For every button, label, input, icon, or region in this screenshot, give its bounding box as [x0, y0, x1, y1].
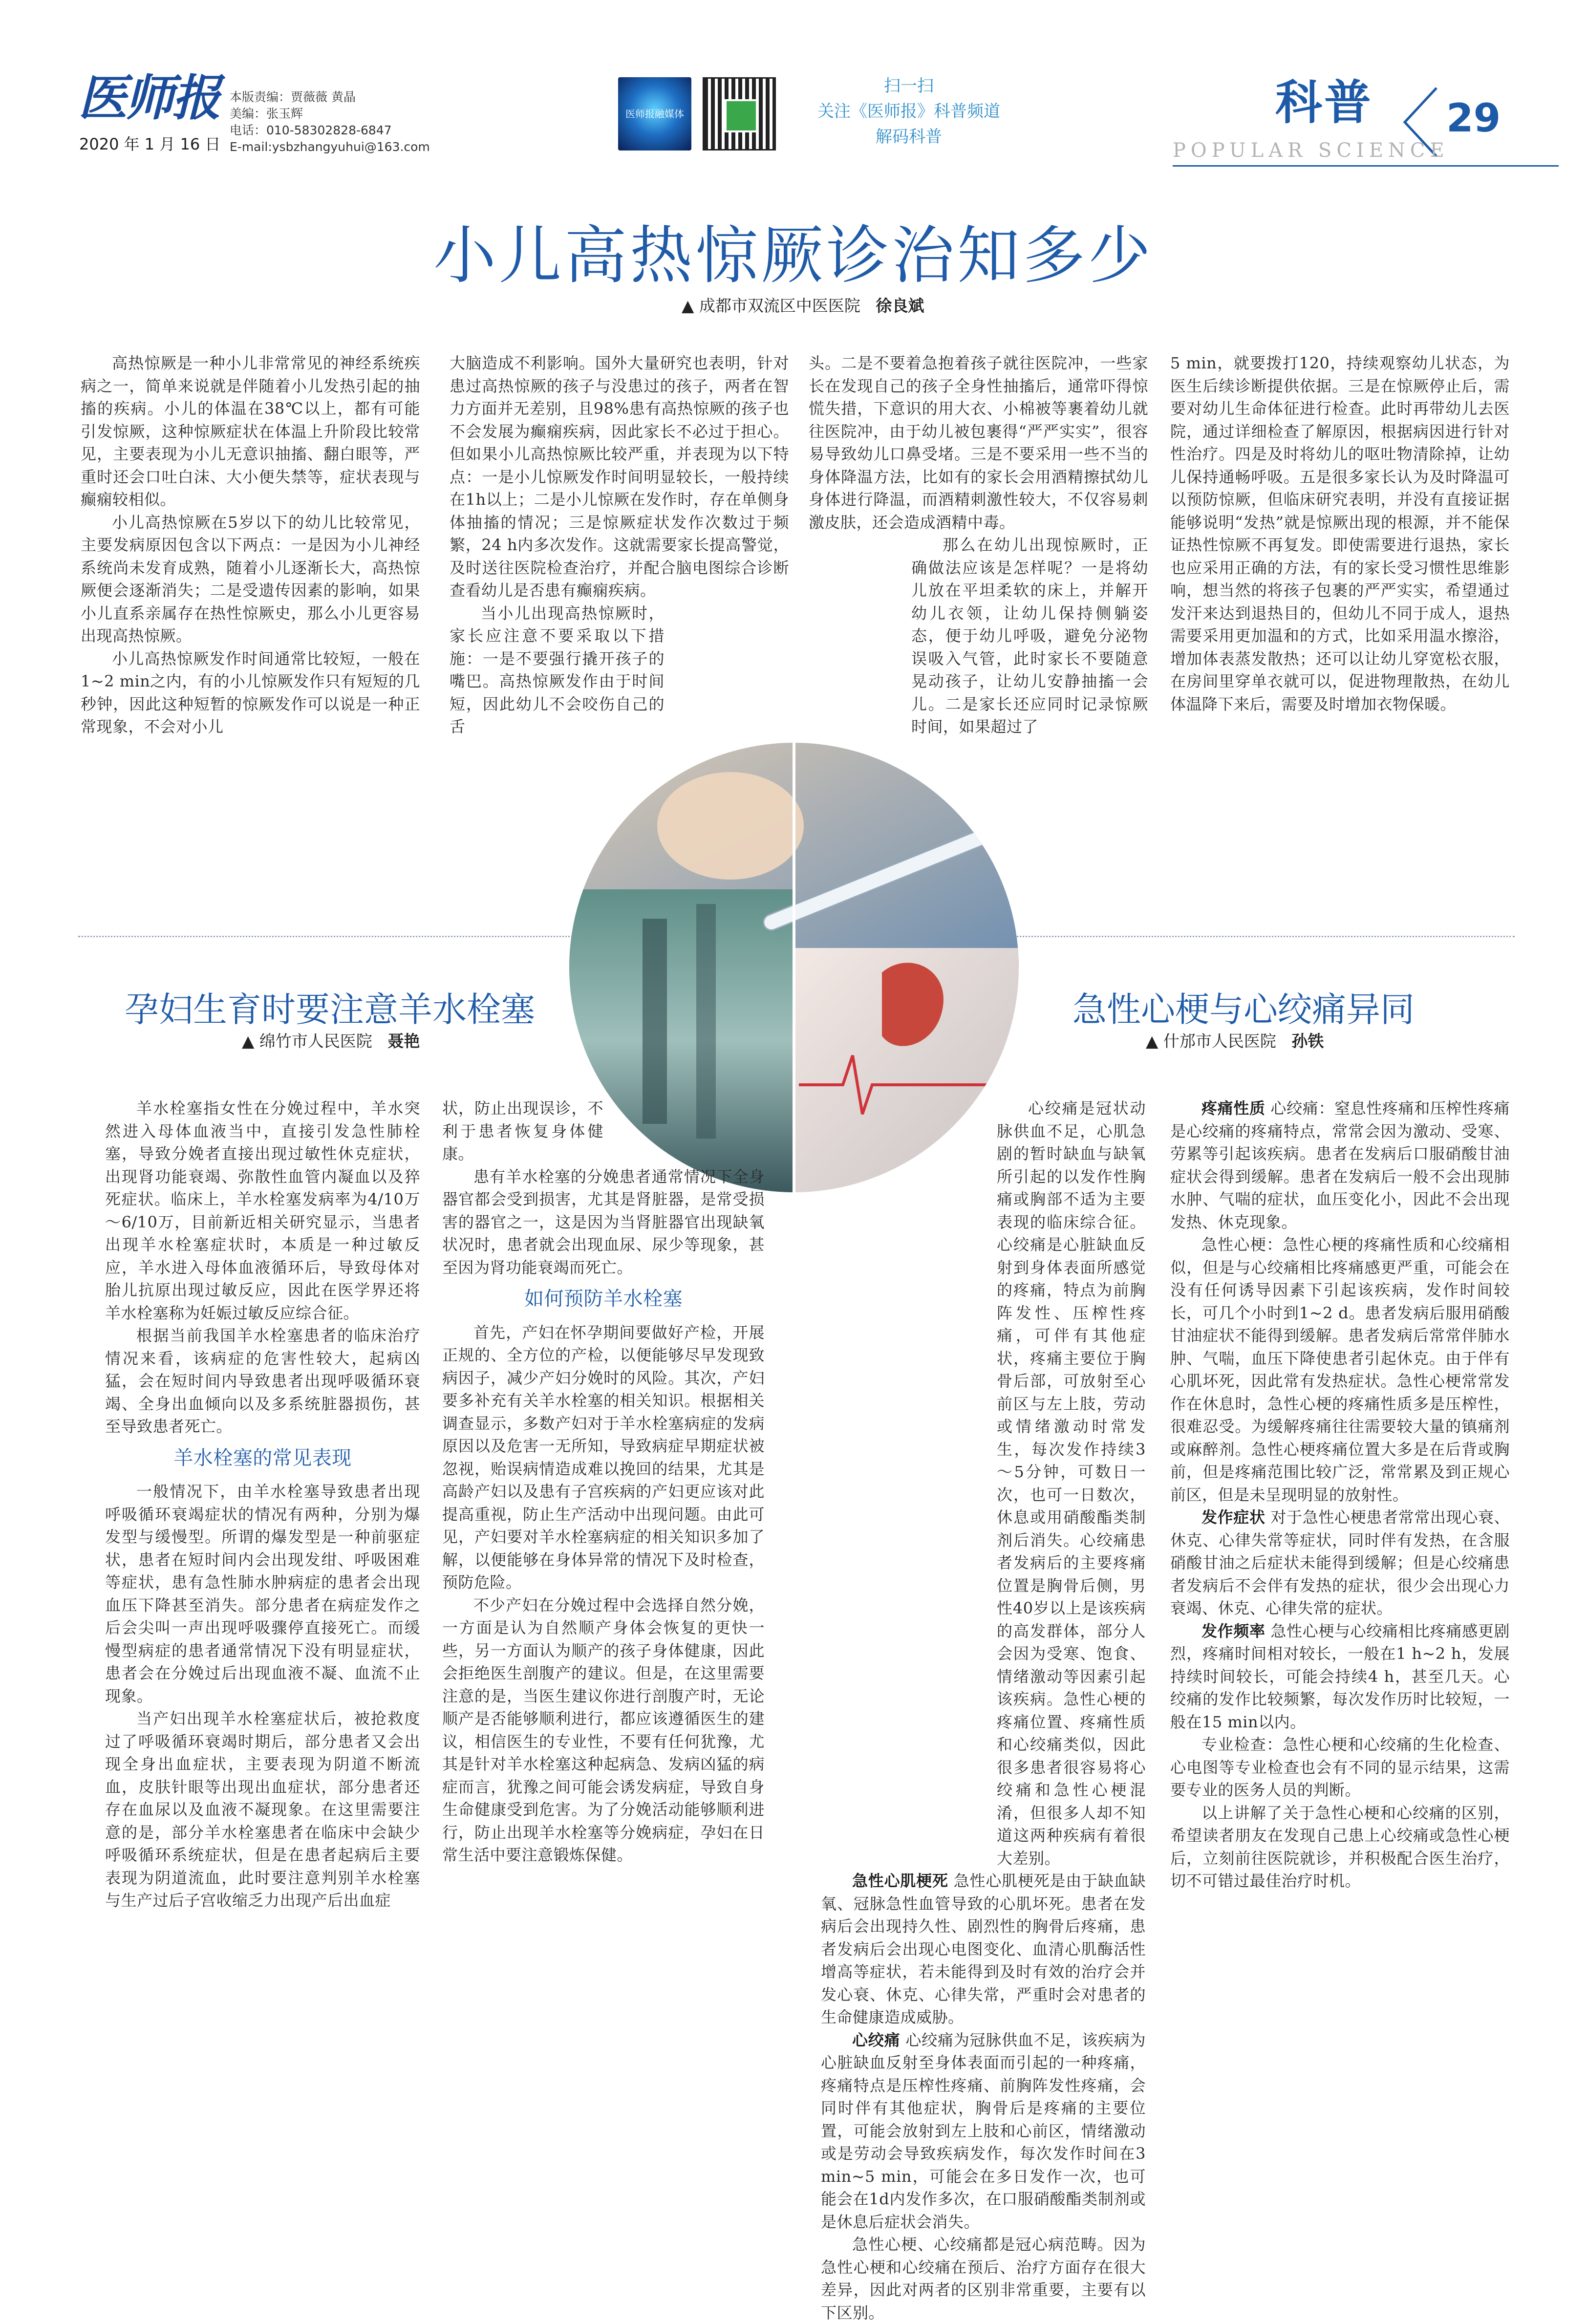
- header-divider: [1173, 165, 1559, 167]
- article1-byline: [682, 293, 924, 316]
- paragraph: 根据当前我国羊水栓塞患者的临床治疗情况来看，该病症的危害性较大，起病凶猛，会在短时间内导致患者出现呼吸循环衰竭、全身出血倾向以及多系统脏器损伤，甚至导致患者死亡。: [105, 1326, 420, 1436]
- email: E-mail:ysbzhangyuhui@163.com: [230, 140, 430, 154]
- byline-author: 孙铁: [1291, 1032, 1324, 1051]
- article2-subtitle-2: 如何预防羊水栓塞: [524, 1288, 683, 1310]
- paragraph: 患有羊水栓塞的分娩患者通常情况下全身器官都会受到损害，尤其是肾脏器，是常受损害的器官之一，这是因为当肾脏器官出现缺氧状况时，患者就会出现血尿、尿少等现象，甚至因为肾功能衰竭而死亡。: [442, 1167, 765, 1277]
- paragraph: 高热惊厥是一种小儿非常常见的神经系统疾病之一，简单来说就是伴随着小儿发热引起的抽搐的疾病。小儿的体温在38℃以上，都有可能引发惊厥，这种惊厥症状在体温上升阶段比较常见，主要表现为小儿无意识抽搐、翻白眼等，严重时还会口吐白沫、大小便失禁等，症状表现与癫痫较相似。: [81, 354, 420, 509]
- editor: 本版责编：贾薇薇 黄晶: [230, 90, 356, 104]
- article2-byline: [242, 1029, 420, 1052]
- triangle-icon: ▲: [1146, 1032, 1158, 1051]
- paragraph: 当产妇出现羊水栓塞症状后，被抢救度过了呼吸循环衰竭时期后，部分患者又会出现全身出血症状，主要表现为阴道不断流血，皮肤针眼等出现出血症状，部分患者还存在血尿以及血液不凝现象。在这里需要注意的是，部分羊水栓塞患者在临床中会缺少呼吸循环系统症状，但是在患者起病后主要表现为阴道流血，此时要注意判别羊水栓塞与生产过后子宫收缩乏力出现产后出血症: [105, 1709, 420, 1910]
- paragraph: [1170, 1506, 1510, 1620]
- pain-text: 心绞痛：窒息性疼痛和压榨性疼痛是心绞痛的疼痛特点，常常会因为激动、受寒、劳累等引起该疾病。患者在发病后口服硝酸甘油症状会得到缓解。患者在发病后一般不会出现肺水肿、气喘的症状，血压变化小，因此不会出现发热、休克现象。: [1170, 1099, 1510, 1231]
- paragraph: 当小儿出现高热惊厥时，家长应注意不要采取以下措施：一是不要强行撬开孩子的嘴巴。高热惊厥发作由于时间短，因此幼儿不会咬伤自己的舌: [450, 603, 665, 736]
- article3-column-1: [821, 1097, 1146, 2324]
- paragraph: 首先，产妇在怀孕期间要做好产检，开展正规的、全方位的产检，以便能够尽早发现致病因子，减少产妇分娩时的风险。其次，产妇要多补充有关羊水栓塞的相关知识。根据相关调查显示，多数产妇对于羊水栓塞病症的发病原因以及危害一无所知，导致病症早期症状被忽视，贻误病情造成难以挽回的结果，尤其是高龄产妇以及患有子宫疾病的产妇更应该对此提高重视，防止生产活动中出现问题。由此可见，产妇要对羊水栓塞病症的相关知识多加了解，以便能够在身体异常的情况下及时检查，预防危险。: [442, 1323, 765, 1592]
- qr-code-icon[interactable]: [703, 77, 776, 151]
- article2-title: 孕妇生育时要注意羊水栓塞: [125, 990, 535, 1030]
- keyword-ami: 急性心肌梗死: [852, 1872, 948, 1890]
- byline-org: 什邡市人民医院: [1163, 1032, 1276, 1051]
- byline-author: 徐良斌: [876, 296, 924, 315]
- scan-line-3: 解码科普: [876, 127, 942, 147]
- triangle-icon: ▲: [242, 1032, 255, 1051]
- scan-prompt: [782, 73, 1036, 150]
- article1-column-1: [81, 352, 420, 738]
- paragraph: 以上讲解了关于急性心梗和心绞痛的区别，希望读者朋友在发现自己患上心绞痛或急性心梗后，立刻前往医院就诊，并积极配合医生治疗，切不可错过最佳治疗时机。: [1170, 1803, 1510, 1890]
- paragraph: [821, 2029, 1146, 2234]
- paragraph: 急性心梗：急性心梗的疼痛性质和心绞痛相似，但是与心绞痛相比疼痛感更严重，可能会在没有任何诱导因素下引起该疾病，发作时间较长，可几个小时到1~2 d。患者发病后服用硝酸甘油症状不能得到缓解。患者发病后常常伴肺水肿、气喘，血压下降使患者引起休克。由于伴有心肌坏死，因此常有发热症状。急性心梗常常发作在休息时，急性心梗的疼痛性质多是压榨性，很难忍受。为缓解疼痛往往需要较大量的镇痛剂或麻醉剂。急性心梗疼痛位置大多是在后背或胸前，但是疼痛范围比较广泛，常常累及到正规心前区，但是未呈现明显的放射性。: [1170, 1235, 1510, 1504]
- paragraph: 头。二是不要着急抱着孩子就往医院冲，一些家长在发现自己的孩子全身性抽搐后，通常吓得惊慌失措，下意识的用大衣、小棉被等裹着幼儿就往医院冲，由于幼儿被包裹得“严严实实”，很容易导致幼儿口鼻受堵。三是不要采用一些不当的身体降温方法，比如有的家长会用酒精擦拭幼儿身体进行降温，而酒精刺激性较大，不仅容易刺激皮肤，还会造成酒精中毒。: [809, 354, 1148, 532]
- issue-date: 2020 年 1 月 16 日: [79, 135, 221, 153]
- paragraph: 状，防止出现误诊，不利于患者恢复身体健康。: [442, 1099, 603, 1163]
- brand-qr-image[interactable]: 医师报融媒体: [618, 77, 691, 151]
- phone: 电话：010-58302828-6847: [230, 123, 392, 137]
- keyword-pain: 疼痛性质: [1201, 1099, 1265, 1118]
- frequency-text: 急性心梗与心绞痛相比疼痛感更剧烈，疼痛时间相对较长，一般在1 h~2 h，发展持续时间较长，可能会持续4 h，甚至几天。心绞痛的发作比较频繁，每次发作历时比较短，一般在15 min以内。: [1170, 1621, 1510, 1731]
- section-english: POPULAR SCIENCE: [1173, 139, 1449, 162]
- article3-title: 急性心梗与心绞痛异同: [1072, 990, 1415, 1030]
- paragraph: [1170, 1620, 1510, 1734]
- section-title: 科普: [1275, 75, 1373, 130]
- article3-byline: [1146, 1029, 1324, 1052]
- ami-text: 急性心肌梗死是由于缺血缺氧、冠脉急性血管导致的心肌坏死。患者在发病后会出现持久性、剧烈性的胸骨后疼痛，患者发病后会出现心电图变化、血清心肌酶活性增高等症状，若未能得到及时有效的治疗会并发心衰、休克、心律失常，严重时会对患者的生命健康造成威胁。: [821, 1872, 1146, 2026]
- article2-column-2: [442, 1097, 765, 1867]
- keyword-symptom: 发作症状: [1201, 1508, 1265, 1527]
- paragraph: 大脑造成不利影响。国外大量研究也表明，针对患过高热惊厥的孩子与没患过的孩子，两者在智力方面并无差别，且98%患有高热惊厥的孩子也不会发展为癫痫疾病，因此家长不必过于担心。但如果小儿高热惊厥比较严重，并表现为以下特点：一是小儿惊厥发作时间明显较长，一般持续在1h以上；二是小儿惊厥在发作时，存在单侧身体抽搐的情况；三是惊厥症状发作次数过于频繁，24 h内多次发作。这就需要家长提高警觉，及时送往医院检查治疗，并配合脑电图综合诊断查看幼儿是否患有癫痫疾病。: [450, 354, 789, 600]
- triangle-icon: ▲: [682, 296, 694, 315]
- editor-info: [230, 89, 430, 155]
- newspaper-logo: 医师报: [78, 69, 219, 127]
- paragraph: [1170, 1097, 1510, 1233]
- keyword-frequency: 发作频率: [1201, 1621, 1265, 1640]
- article2-column-1: [105, 1097, 420, 1912]
- paragraph: 小儿高热惊厥在5岁以下的幼儿比较常见，主要发病原因包含以下两点：一是因为小儿神经系统尚未发育成熟，随着小儿逐渐长大，高热惊厥便会逐渐消失；二是受遗传因素的影响，如果小儿直系亲属存在热性惊厥史，那么小儿更容易出现高热惊厥。: [81, 513, 420, 645]
- keyword-angina: 心绞痛: [852, 2030, 901, 2049]
- paragraph: 羊水栓塞指女性在分娩过程中，羊水突然进入母体血液当中，直接引发急性肺栓塞，导致分娩者直接出现过敏性休克症状，出现肾功能衰竭、弥散性血管内凝血以及猝死症状。临床上，羊水栓塞发病率为4/10万～6/10万，目前新近相关研究显示，当患者出现羊水栓塞症状时，本质是一种过敏反应，羊水进入母体血液循环后，导致母体对胎儿抗原出现过敏反应，因此在医学界还将羊水栓塞称为妊娠过敏反应综合征。: [105, 1099, 420, 1322]
- page-number: 29: [1446, 95, 1501, 141]
- article1-column-2: [450, 352, 789, 738]
- article1-column-3: [809, 352, 1148, 738]
- designer: 美编：张玉辉: [230, 107, 303, 121]
- paragraph: 心绞痛是冠状动脉供血不足，心肌急剧的暂时缺血与缺氧所引起的以发作性胸痛或胸部不适为主要表现的临床综合征。心绞痛是心脏缺血反射到身体表面所感觉的疼痛，特点为前胸阵发性、压榨性疼痛，可伴有其他症状，疼痛主要位于胸骨后部，可放射至心前区与左上肢，劳动或情绪激动时常发生，每次发作持续3～5分钟，可数日一次，也可一日数次，休息或用硝酸酯类制剂后消失。心绞痛患者发病后的主要疼痛位置是胸骨后侧，男性40岁以上是该疾病的高发群体，部分人会因为受寒、饱食、情绪激动等因素引起该疾病。急性心梗的疼痛位置、疼痛性质和心绞痛类似，因此很多患者很容易将心绞痛和急性心梗混淆，但很多人却不知道这两种疾病有着很大差别。: [997, 1099, 1146, 1868]
- article1-title: 小儿高热惊厥诊治知多少: [433, 219, 1154, 292]
- scan-line-1: 扫一扫: [884, 76, 934, 96]
- byline-author: 聂艳: [387, 1032, 420, 1051]
- paragraph: 专业检查：急性心梗和心绞痛的生化检查、心电图等专业检查也会有不同的显示结果，这需要专业的医务人员的判断。: [1170, 1735, 1510, 1799]
- paragraph: 不少产妇在分娩过程中会选择自然分娩，一方面是认为自然顺产身体会恢复的更快一些，另一方面认为顺产的孩子身体健康，因此会拒绝医生剖腹产的建议。但是，在这里需要注意的是，当医生建议你进行剖腹产时，无论顺产是否能够顺利进行，都应该遵循医生的建议，相信医生的专业性，不要有任何犹豫，尤其是针对羊水栓塞这种起病急、发病凶猛的病症而言，犹豫之间可能会诱发病症，导致自身生命健康受到危害。为了分娩活动能够顺利进行，防止出现羊水栓塞等分娩病症，孕妇在日常生活中要注意锻炼保健。: [442, 1595, 765, 1864]
- paragraph: 一般情况下，由羊水栓塞导致患者出现呼吸循环衰竭症状的情况有两种，分别为爆发型与缓慢型。所谓的爆发型是一种前驱症状，患者在短时间内会出现发绀、呼吸困难等症状，患有急性肺水肿病症的患者会出现血压下降甚至消失。部分患者在病症发作之后会尖叫一声出现呼吸骤停直接死亡。而缓慢型病症的患者通常情况下没有明显症状，患者会在分娩过后出现血液不凝、血流不止现象。: [105, 1482, 420, 1705]
- article1-column-4: [1170, 352, 1510, 715]
- paragraph: 5 min，就要拨打120，持续观察幼儿状态，为医生后续诊断提供依据。三是在惊厥停止后，需要对幼儿生命体征进行检查。此时再带幼儿去医院，通过详细检查了解原因，根据病因进行针对性治疗。四是及时将幼儿的呕吐物清除掉，让幼儿保持通畅呼吸。五是很多家长认为及时降温可以预防惊厥，但临床研究表明，并没有直接证据能够说明“发热”就是惊厥出现的根源，并不能保证热性惊厥不再复发。即使需要进行退热，家长也应采用正确的方法，有的家长受习惯性思维影响，想当然的将孩子包裹的严严实实，希望通过发汗来达到退热目的，但幼儿不同于成人，退热需要采用更加温和的方式，比如采用温水擦浴，增加体表蒸发散热；还可以让幼儿穿宽松衣服，在房间里穿单衣就可以，促进物理散热，在幼儿体温降下来后，需要及时增加衣物保暖。: [1170, 354, 1510, 713]
- paragraph: 急性心梗、心绞痛都是冠心病范畴。因为急性心梗和心绞痛在预后、治疗方面存在很大差异，因此对两者的区别非常重要，主要有以下区别。: [821, 2235, 1146, 2322]
- scan-line-2: 关注《医师报》科普频道: [817, 102, 1000, 121]
- symptom-text: 对于急性心梗患者常常出现心衰、休克、心律失常等症状，同时伴有发热，在含服硝酸甘油之后症状未能得到缓解；但是心绞痛患者发病后不会伴有发热的症状，很少会出现心力衰竭、休克、心律失常的症状。: [1170, 1508, 1510, 1617]
- paragraph: 那么在幼儿出现惊厥时，正确做法应该是怎样呢？一是将幼儿放在平坦柔软的床上，并解开幼儿衣领，让幼儿保持侧躺姿态，便于幼儿呼吸，避免分泌物误吸入气管，此时家长不要随意晃动孩子，让幼儿安静抽搐一会儿。二是家长还应同时记录惊厥时间，如果超过了: [911, 536, 1148, 736]
- article3-column-2: [1170, 1097, 1510, 1893]
- byline-org: 绵竹市人民医院: [259, 1032, 372, 1051]
- paragraph: 小儿高热惊厥发作时间通常比较短，一般在1~2 min之内，有的小儿惊厥发作只有短短的几秒钟，因此这种短暂的惊厥发作可以说是一种正常现象，不会对小儿: [81, 649, 420, 736]
- angina-text: 心绞痛为冠脉供血不足，该疾病为心脏缺血反射至身体表面而引起的一种疼痛，疼痛特点是压榨性疼痛、前胸阵发性疼痛，会同时伴有其他症状，胸骨后是疼痛的主要位置，可能会放射到左上肢和心前区，情绪激动或是劳动会导致疾病发作，每次发作时间在3 min~5 min，可能会在多日发作一次，也可能会在1d内发作多次，在口服硝酸酯类制剂或是休息后症状会消失。: [821, 2030, 1146, 2231]
- article2-subtitle-1: 羊水栓塞的常见表现: [173, 1446, 352, 1469]
- byline-org: 成都市双流区中医医院: [699, 296, 860, 315]
- paragraph: [821, 1870, 1146, 2029]
